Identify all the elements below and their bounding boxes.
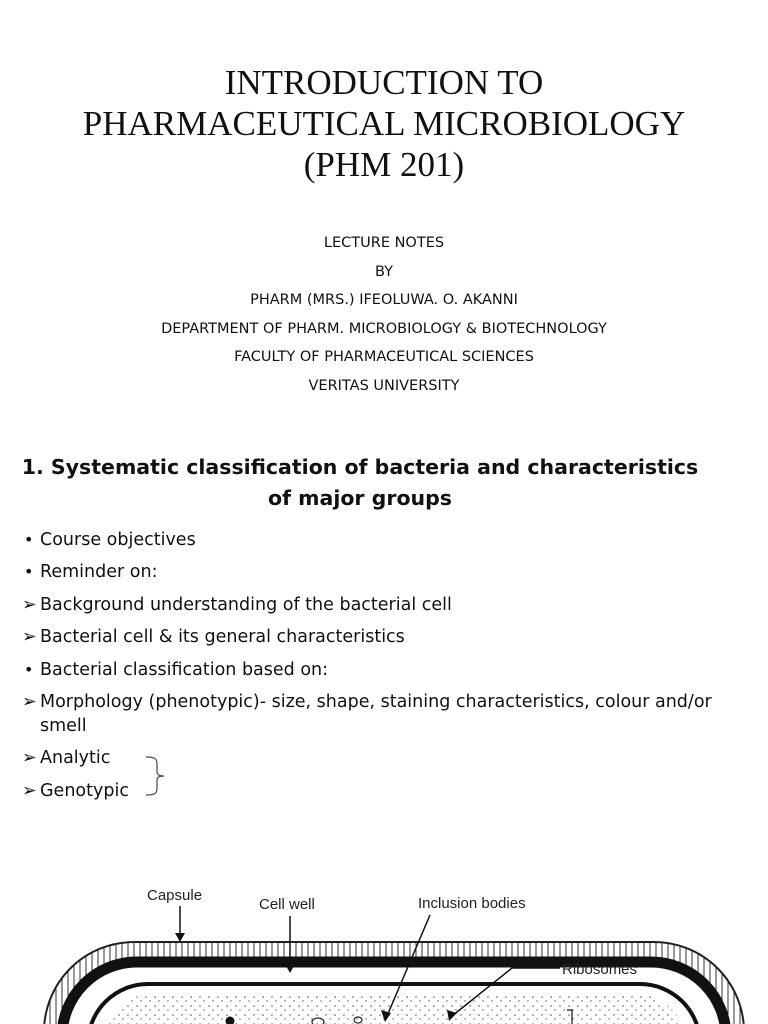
list-item: [22, 779, 762, 803]
meta-line-university: VERITAS UNIVERSITY: [308, 377, 460, 394]
bacterial-cell-diagram: [0, 860, 768, 1024]
section-heading-line-2: of major groups: [267, 486, 453, 510]
meta-line-faculty: FACULTY OF PHARMACEUTICAL SCIENCES: [234, 349, 534, 366]
list-item: [22, 528, 762, 552]
arrowhead-bullet-icon: ➢: [22, 594, 37, 615]
arrowhead-bullet-icon: ➢: [22, 780, 37, 801]
list-item: [22, 746, 762, 770]
ribosomes-label: Ribosomes: [562, 961, 638, 978]
section-heading-line-1: 1. Systematic classification of bacteria and characteristics: [21, 455, 699, 479]
author-info: [0, 229, 768, 401]
list-item-text: Bacterial cell & its general characteristics: [40, 627, 405, 648]
list-item-text: Bacterial classification based on:: [40, 659, 329, 680]
bullet-dot-icon: •: [24, 530, 34, 549]
list-item-text: Analytic: [40, 748, 111, 769]
arrowhead-bullet-icon: ➢: [22, 627, 37, 648]
meta-line-author: PHARM (MRS.) IFEOLUWA. O. AKANNI: [250, 292, 518, 309]
list-item: [22, 625, 762, 649]
meta-line-by: BY: [374, 263, 393, 280]
arrowhead-bullet-icon: ➢: [22, 691, 37, 712]
cell-wall-label: Cell well: [259, 896, 315, 913]
list-item-text: Morphology (phenotypic)- size, shape, staining characteristics, colour and/or smell: [40, 691, 712, 736]
bacterial-cell-illustration: [0, 860, 768, 1024]
meta-line-lecture-notes: LECTURE NOTES: [323, 235, 445, 251]
list-item: [22, 560, 762, 584]
inclusion-bodies-label: Inclusion bodies: [418, 895, 526, 912]
arrowhead-bullet-icon: ➢: [22, 748, 37, 769]
section-heading: [10, 452, 710, 514]
bullet-list: [22, 528, 762, 811]
meta-line-department: DEPARTMENT OF PHARM. MICROBIOLOGY & BIOTECHNOLOGY: [161, 320, 607, 337]
list-item-text: Background understanding of the bacterial cell: [40, 594, 452, 615]
list-item-text: Genotypic: [40, 780, 129, 801]
curly-brace-icon: [144, 754, 174, 798]
list-item: [22, 690, 762, 738]
title-line-3: (PHM 201): [303, 145, 465, 184]
list-item: [22, 593, 762, 617]
capsule-label: Capsule: [147, 887, 203, 904]
title-line-2: PHARMACEUTICAL MICROBIOLOGY: [82, 104, 686, 143]
bullet-dot-icon: •: [24, 562, 34, 582]
list-item-text: Reminder on:: [40, 562, 158, 583]
list-item: [22, 658, 762, 682]
bullet-dot-icon: •: [24, 659, 34, 679]
title-line-1: INTRODUCTION TO: [224, 63, 544, 102]
list-item-text: Course objectives: [40, 530, 196, 550]
document-title: [0, 62, 768, 185]
